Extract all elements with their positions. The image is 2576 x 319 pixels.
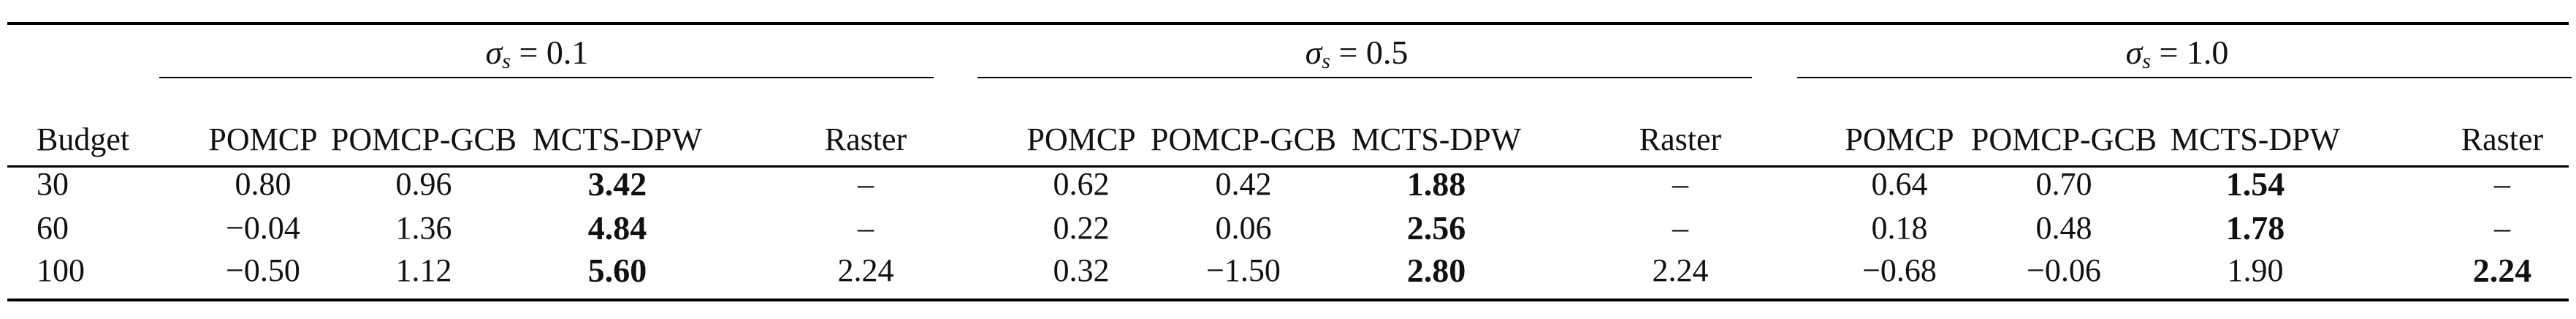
table-cell: 0.22 xyxy=(1053,210,1110,246)
table-cell: 0.62 xyxy=(1053,166,1110,202)
column-header-mcts-dpw: MCTS-DPW xyxy=(532,121,703,157)
table-cell: 0.06 xyxy=(1215,210,1272,246)
column-header-raster: Raster xyxy=(1639,121,1722,157)
table-cell: – xyxy=(1672,166,1688,202)
group-rule-sigma-0.1 xyxy=(159,77,934,78)
table-cell: 2.80 xyxy=(1406,252,1466,289)
column-header-pomcp-gcb: POMCP-GCB xyxy=(330,121,517,157)
table-cell: 1.36 xyxy=(395,210,452,246)
table-cell: 0.42 xyxy=(1215,166,1272,202)
table-bottom-rule xyxy=(7,299,2569,301)
budget-cell: 30 xyxy=(37,166,69,202)
table-cell: – xyxy=(858,166,874,202)
table-cell: 2.24 xyxy=(2472,252,2532,289)
group-header-sigma-0.5: $\sigma_s = 0.5$ xyxy=(1305,34,1409,73)
table-cell: – xyxy=(858,210,874,246)
column-header-mcts-dpw: MCTS-DPW xyxy=(1351,121,1522,157)
column-header-raster: Raster xyxy=(2461,121,2544,157)
table-cell: 3.42 xyxy=(587,165,647,203)
table-cell: 0.32 xyxy=(1053,252,1110,288)
table-cell: 0.80 xyxy=(235,166,291,202)
table-cell: 0.64 xyxy=(1871,166,1928,202)
table-cell: 1.78 xyxy=(2225,209,2285,247)
column-header-pomcp-gcb: POMCP-GCB xyxy=(1970,121,2157,157)
column-header-pomcp: POMCP xyxy=(1845,121,1954,157)
table-cell: 4.84 xyxy=(587,209,647,247)
budget-cell: 60 xyxy=(37,210,69,246)
table-cell: 0.96 xyxy=(395,166,452,202)
group-rule-sigma-1.0 xyxy=(1797,77,2572,78)
table-cell: 1.90 xyxy=(2227,252,2284,288)
table-cell: −0.06 xyxy=(2027,252,2101,288)
table-cell: 0.18 xyxy=(1871,210,1928,246)
column-header-pomcp: POMCP xyxy=(208,121,318,157)
table-cell: 2.24 xyxy=(1652,252,1709,288)
column-header-raster: Raster xyxy=(824,121,907,157)
table-cell: 1.12 xyxy=(395,252,452,288)
group-rule-sigma-0.5 xyxy=(978,77,1752,78)
group-header-sigma-0.1: $\sigma_s = 0.1$ xyxy=(485,34,589,73)
table-cell: −1.50 xyxy=(1206,252,1281,288)
table-cell: 1.54 xyxy=(2225,165,2285,203)
table-header-rule xyxy=(7,165,2569,168)
table-cell: 5.60 xyxy=(587,252,647,289)
budget-cell: 100 xyxy=(37,252,85,288)
table-cell: – xyxy=(2494,166,2510,202)
table-cell: −0.68 xyxy=(1862,252,1937,288)
table-cell: – xyxy=(2494,210,2510,246)
table-cell: 0.70 xyxy=(2035,166,2092,202)
column-header-pomcp: POMCP xyxy=(1026,121,1136,157)
table-cell: – xyxy=(1672,210,1688,246)
table-cell: 0.48 xyxy=(2035,210,2092,246)
table-cell: −0.50 xyxy=(226,252,300,288)
table-cell: 2.56 xyxy=(1406,209,1466,247)
column-header-mcts-dpw: MCTS-DPW xyxy=(2170,121,2341,157)
table-cell: 2.24 xyxy=(837,252,894,288)
table-cell: −0.04 xyxy=(226,210,300,246)
budget-column-header: Budget xyxy=(37,121,130,157)
column-header-pomcp-gcb: POMCP-GCB xyxy=(1150,121,1337,157)
table-top-rule xyxy=(7,22,2569,25)
table-cell: 1.88 xyxy=(1406,165,1466,203)
group-header-sigma-1.0: $\sigma_s = 1.0$ xyxy=(2125,34,2229,73)
